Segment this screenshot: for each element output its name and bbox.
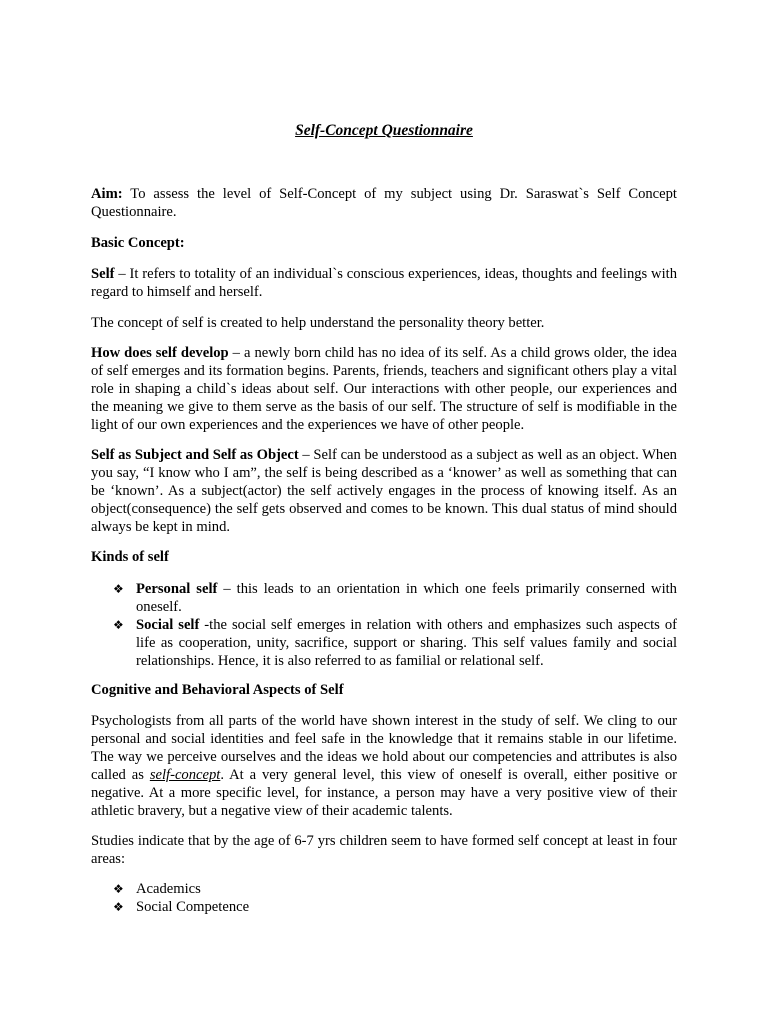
how-develop-label: How does self develop xyxy=(91,345,229,361)
document-title: Self-Concept Questionnaire xyxy=(295,122,473,139)
basic-concept-heading: Basic Concept: xyxy=(91,235,185,251)
cognitive-heading: Cognitive and Behavioral Aspects of Self xyxy=(91,682,344,698)
aim-label: Aim: xyxy=(91,186,123,202)
how-develop-text: – a newly born child has no idea of its self. As a child grows older, the idea of self emerges and its formation begins. Parents, friends, teachers and significant others play a vital role in shaping a child`s ideas about self. Our interactions with other people, our experiences and the meaning we give to them serve as the basis of our self. The structure of self is modifiable in the light of our own experiences and the experiences we have of other people. xyxy=(91,345,677,433)
self-label: Self xyxy=(91,266,115,282)
self-concept-term: self-concept xyxy=(149,767,221,783)
aim-text: To assess the level of Self-Concept of my subject using Dr. Saraswat`s Self Concept Questionnaire. xyxy=(91,186,677,220)
concept-paragraph: The concept of self is created to help understand the personality theory better. xyxy=(91,315,545,331)
psych-paragraph xyxy=(91,712,677,820)
kind-label: Personal self xyxy=(136,581,218,597)
subject-object-label: Self as Subject and Self as Object xyxy=(91,447,299,463)
list-item xyxy=(91,898,677,916)
self-text: – It refers to totality of an individual`s conscious experiences, ideas, thoughts and feelings with regard to himself and herself. xyxy=(91,266,677,300)
kinds-list xyxy=(91,580,677,670)
kind-label: Social self xyxy=(136,617,200,633)
areas-list xyxy=(91,880,677,916)
diamond-bullet-icon: ❖ xyxy=(113,882,124,896)
studies-paragraph: Studies indicate that by the age of 6-7 yrs children seem to have formed self concept at least in four areas: xyxy=(91,833,677,867)
list-item xyxy=(91,880,677,898)
subject-object-text: – Self can be understood as a subject as well as an object. When you say, “I know who I am”, the self is being described as a ‘knower’ as well as something that can be ‘known’. As a subject(actor) the self actively engages in the process of knowing itself. As an object(consequence) the self gets observed and comes to be known. This dual status of mind should always be kept in mind. xyxy=(91,447,677,535)
kinds-heading: Kinds of self xyxy=(91,549,169,565)
list-item xyxy=(91,580,677,616)
area-text: Academics xyxy=(136,881,201,897)
kind-text: -the social self emerges in relation with others and emphasizes such aspects of life as cooperation, unity, sacrifice, support or sharing. This self values family and social relationships. Hence, it is also referred to as familial or relational self. xyxy=(136,617,677,669)
subject-object-paragraph xyxy=(91,446,677,536)
psych-text-1: Psychologists from all parts of the world have shown interest in the study of self. We cling to our personal and social identities and feel safe in the knowledge that it remains stable in our lifetime. The way we perceive ourselves and the ideas we hold about our competencies and attributes is also called as xyxy=(91,713,677,783)
area-text: Social Competence xyxy=(136,899,250,915)
kind-text: – this leads to an orientation in which one feels primarily conserned with oneself. xyxy=(136,581,677,615)
how-develop-paragraph xyxy=(91,344,677,434)
psych-text-2: . At a very general level, this view of oneself is overall, either positive or negative. At a more specific level, for instance, a person may have a very positive view of their athletic bravery, but a negative view of their academic talents. xyxy=(91,767,677,819)
list-item xyxy=(91,616,677,670)
self-definition-paragraph xyxy=(91,265,677,301)
aim-paragraph xyxy=(91,185,677,221)
diamond-bullet-icon: ❖ xyxy=(113,582,124,596)
diamond-bullet-icon: ❖ xyxy=(113,618,124,632)
diamond-bullet-icon: ❖ xyxy=(113,900,124,914)
